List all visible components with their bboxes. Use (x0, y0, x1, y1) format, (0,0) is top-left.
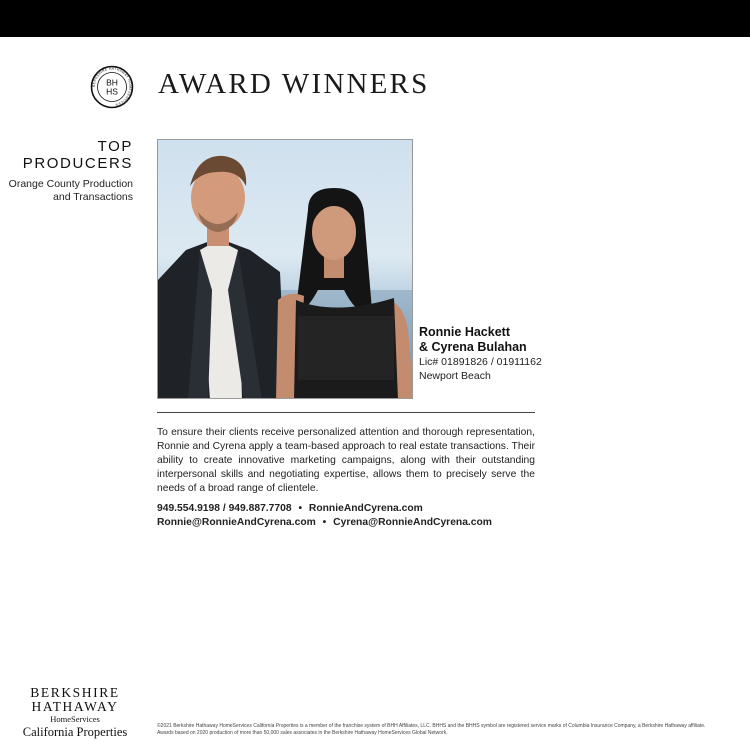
contact-line1 (157, 502, 557, 516)
category-title-line1: TOP (97, 138, 133, 155)
logo-line2: HATHAWAY (31, 699, 119, 714)
separator: • (322, 517, 327, 528)
category-subtitle (0, 178, 133, 204)
phone-numbers[interactable]: 949.554.9198 / 949.887.7708 (157, 503, 292, 514)
separator: • (298, 503, 303, 514)
agent-location: Newport Beach (419, 370, 491, 382)
agent-info (419, 325, 549, 383)
agent-name-line1: Ronnie Hackett (419, 325, 510, 339)
agents-portrait-image (158, 140, 413, 399)
divider (157, 412, 535, 413)
agent-photo (157, 139, 413, 399)
logo-line1: BERKSHIRE (30, 685, 120, 700)
contact-line2 (157, 516, 557, 530)
award-category (0, 138, 133, 204)
contact-block (157, 502, 557, 530)
fine-print (157, 723, 717, 737)
svg-text:HS: HS (106, 86, 118, 97)
svg-text:BERKSHIRE HATHAWAY HOMESERVICE: BERKSHIRE HATHAWAY HOMESERVICES (91, 66, 133, 107)
top-black-bar (0, 0, 750, 37)
email-ronnie-link[interactable]: Ronnie@RonnieAndCyrena.com (157, 517, 316, 528)
bhhs-seal-logo (90, 65, 134, 109)
svg-text:BH: BH (106, 77, 118, 88)
logo-line4: California Properties (22, 725, 128, 739)
agent-name-line2: & Cyrena Bulahan (419, 340, 527, 354)
email-cyrena-link[interactable]: Cyrena@RonnieAndCyrena.com (333, 517, 492, 528)
fine-print-line1: ©2021 Berkshire Hathaway HomeServices California Properties is a member of the franchise system of BHH Affiliates, LLC. BHHS and the BHHS symbol are registered service marks of Columbia Insurance Company, a Berkshire Hathaway affiliate. (157, 723, 706, 729)
website-link[interactable]: RonnieAndCyrena.com (308, 503, 423, 514)
agent-license: Lic# 01891826 / 01911162 (419, 356, 542, 368)
category-subtitle-line1: Orange County Production (8, 178, 133, 190)
page-title: AWARD WINNERS (158, 68, 430, 100)
fine-print-line2: Awards based on 2020 production of more than 50,000 sales associates in the Berkshire Hathaway HomeServices Global Network. (157, 730, 448, 736)
category-subtitle-line2: and Transactions (53, 191, 133, 203)
category-title-line2: PRODUCERS (22, 155, 133, 172)
logo-line3: HomeServices (50, 714, 100, 724)
agent-description: To ensure their clients receive personalized attention and thorough representation, Ronnie and Cyrena apply a team-based approach to real estate transactions. Their ability to create innovative marketing campaigns, along with their outstanding interpersonal skills and negotiating expertise, allows them to precisely serve the needs of a broad range of clientele. (157, 427, 535, 494)
seal-icon (90, 65, 134, 109)
footer-brand-logo (14, 686, 136, 740)
